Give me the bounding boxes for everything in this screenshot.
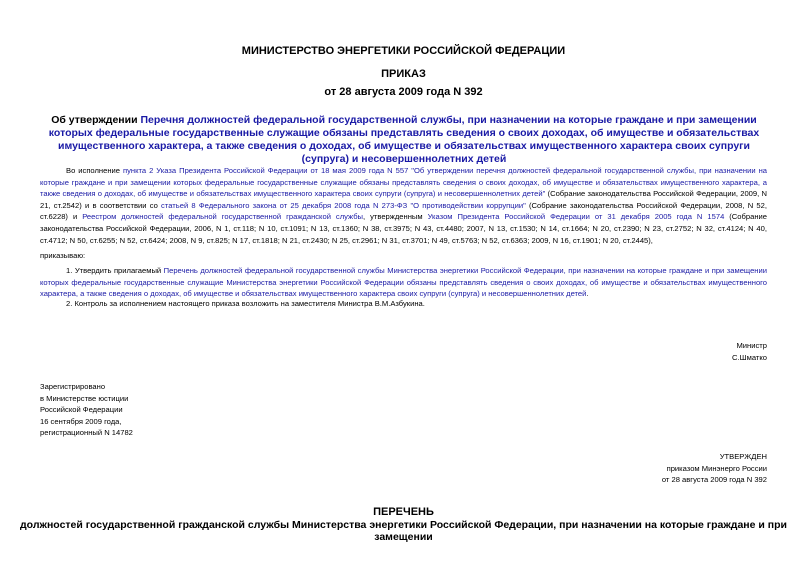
registration-line-3: Российской Федерации [40, 405, 123, 415]
preamble-paragraph [40, 165, 767, 246]
registration-line-2: в Министерстве юстиции [40, 393, 129, 403]
link-registry[interactable]: Реестром должностей федеральной государственной гражданской службы [82, 212, 363, 222]
ministry-heading: МИНИСТЕРСТВО ЭНЕРГЕТИКИ РОССИЙСКОЙ ФЕДЕРАЦИИ [241, 45, 566, 57]
item-1-end: . [586, 289, 589, 299]
approval-line-3: от 28 августа 2009 года N 392 [661, 475, 767, 485]
approval-line-2: приказом Минэнерго России [666, 463, 767, 473]
title-link[interactable]: Перечня должностей федеральной государственной службы, при назначении на которые граждане и при замещении которых федеральные государственные служащие обязаны представлять сведения о своих доходах, об имуществе и обязательствах имущественного характера, а также сведения о доходах, об имуществе и обязательствах имущественного характера своих супруги (супруга) и несовершеннолетних детей [48, 114, 760, 165]
link-ukaz-557[interactable]: пункта 2 Указа Президента Российской Федерации от 18 мая 2009 года N 557 "Об утверждении перечня должностей федеральной государственной службы, при назначении на которые граждане и при замещении которых федеральные государственные служащие обязаны представлять сведения о своих доходах, об имуществе и обязательствах имущественного характера, а также сведения о доходах, об имуществе и обязательствах имущественного характера своих супруги (супруга) и несовершеннолетних детей" [40, 166, 767, 199]
signature-name: С.Шматко [732, 352, 767, 362]
approval-block [662, 451, 767, 486]
doc-date-number: от 28 августа 2009 года N 392 [324, 86, 483, 98]
registration-line-5: регистрационный N 14782 [40, 428, 133, 438]
title-prefix: Об утверждении [51, 114, 141, 126]
document-title [42, 114, 766, 166]
link-ukaz-1574[interactable]: Указом Президента Российской Федерации от 31 декабря 2005 года N 1574 [427, 212, 725, 222]
registration-line-1: Зарегистрировано [40, 382, 106, 391]
doc-type-heading: ПРИКАЗ [381, 68, 426, 80]
item-1-text: 1. Утвердить прилагаемый [66, 266, 164, 275]
item-2-paragraph: 2. Контроль за исполнением настоящего приказа возложить на заместителя Министра В.М.Азбукина. [66, 299, 425, 308]
order-word: приказываю: [40, 251, 86, 260]
signature-position: Министр [736, 341, 767, 350]
signature-block [732, 340, 767, 363]
preamble-text [40, 165, 767, 246]
registration-line-4: 16 сентября 2009 года, [40, 416, 122, 426]
list-subtitle: должностей государственной гражданской службы Министерства энергетики Российской Федерации, при назначении на которые граждане и при замещении [20, 519, 787, 543]
link-law-273[interactable]: статьей 8 Федерального закона от 25 декабря 2008 года N 273-ФЗ "О противодействии коррупции" [161, 200, 526, 210]
link-perechen[interactable]: Перечень должностей федеральной государственной службы Министерства энергетики Российской Федерации, при назначении на которые граждане и при замещении которых федеральные государственные служащие Министерства энергетики Российской Федерации обязаны представлять сведения о своих доходах, об имуществе и обязательствах имущественного характера, а также сведения о доходах, об имуществе и обязательствах имущественного характера своих супруги (супруга) и несовершеннолетних детей [40, 266, 767, 299]
registration-block [40, 381, 133, 439]
list-title: ПЕРЕЧЕНЬ [373, 506, 434, 518]
preamble-text-5: (Собрание законодательства Российской Федерации, 2006, N 1, ст.118; N 10, ст.1091; N 13, ст.1360; N 38, ст.3975; N 43, ст.4480; 2007, N 13, ст.1530; N 14, ст.1664; N 20, ст.2390; N 23, ст.2752; N 32, ст.4124; N 40, ст.4712; N 50, ст.6255; N 52, ст.6424; 2008, N 9, ст.825; N 17, ст.1818; N 21, ст.2430; N 25, ст.2961; N 31, ст.3701; N 49, ст.5763; N 52, ст.6363; 2009, N 16, ст.1901; N 20, ст.2445), [40, 212, 767, 245]
preamble-text-1: Во исполнение [66, 166, 123, 175]
preamble-text-4: , утвержденным [363, 212, 428, 222]
preamble-text-3: (Собрание законодательства Российской Федерации, 2008, N 52, ст.6228) и [40, 200, 767, 222]
preamble-text-2: (Собрание законодательства Российской Федерации, 2009, N 21, ст.2542) и в соответствии со [40, 189, 767, 210]
item-1-paragraph [40, 265, 767, 300]
approval-line-1: УТВЕРЖДЕН [719, 452, 767, 461]
